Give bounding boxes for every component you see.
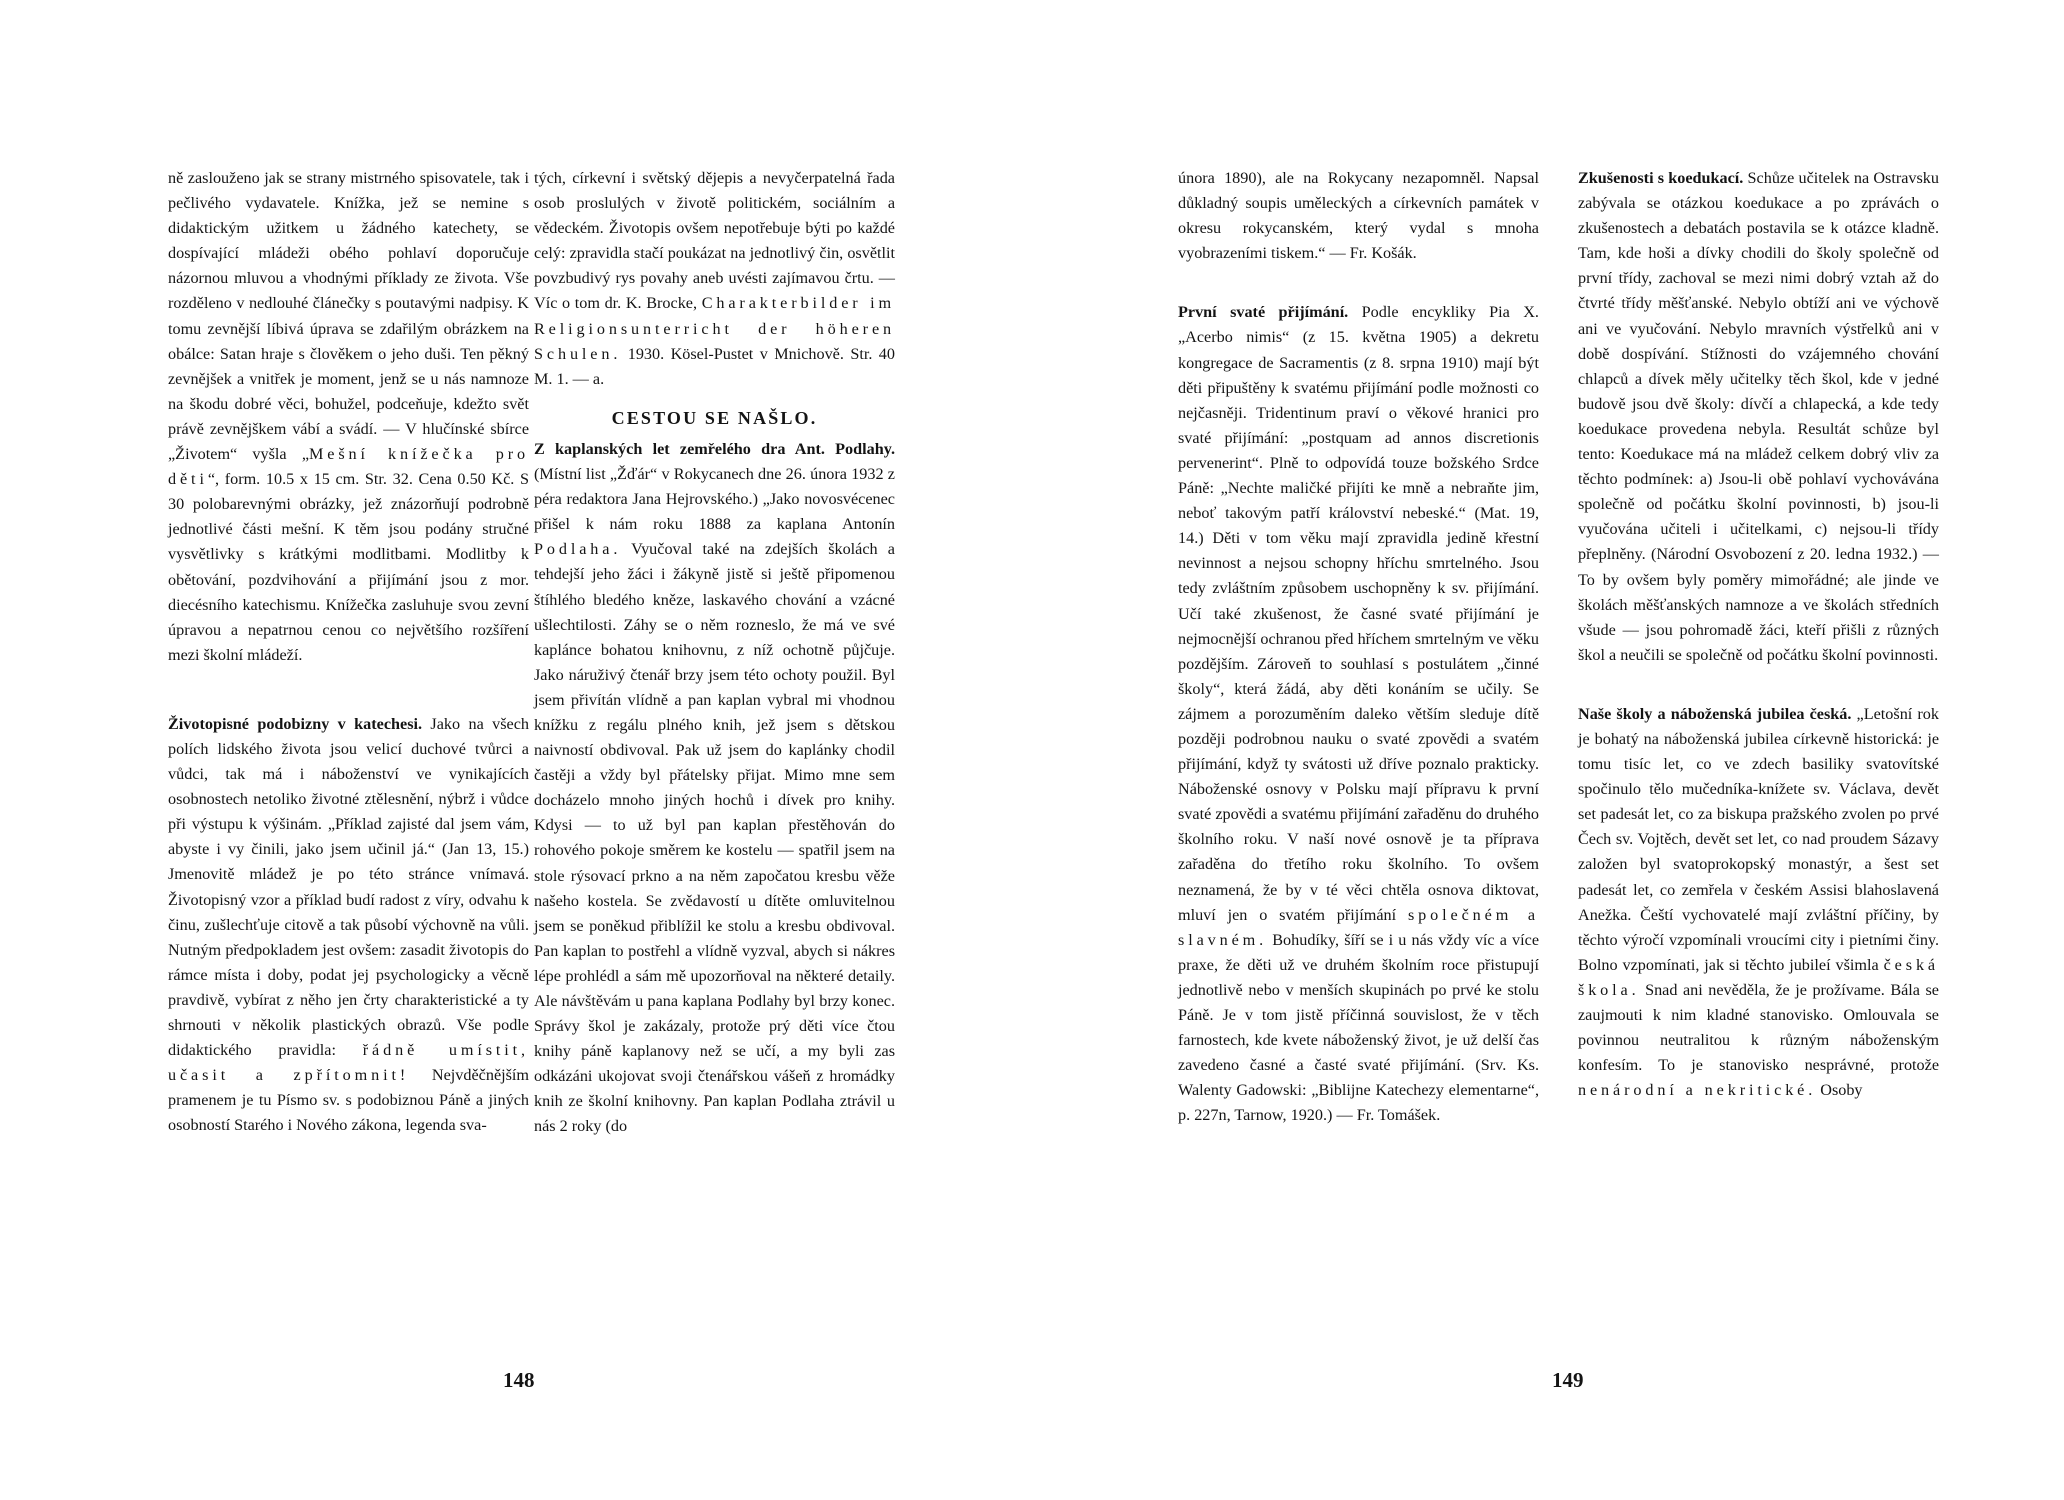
spaced-name: Podlaha. <box>534 540 622 559</box>
section-heading: Životopisné podobizny v katechesi. <box>168 714 423 733</box>
section-heading: Zkušenosti s koedukací. <box>1578 169 1744 187</box>
page-number: 148 <box>503 1368 535 1392</box>
spaced-title: Charakterbilder im Religionsunterricht der höheren Schulen. <box>534 294 895 363</box>
spaced-phrase: společném a slavném. <box>1178 905 1539 949</box>
paragraph: ně zaslouženo jak se strany mistrného spisovatele, tak i pečlivého vydavatele. Knížka, jež se nemine s didaktickým užitkem u žádného katechety, se dospívající mládeži obého pohlaví doporučuje názornou mluvou a vhodnými příklady ze života. Vše rozděleno v nedlouhé článečky s poutavými nadpisy. K tomu zevnější líbivá úprava se zdařilým obrázkem na obálce: Satan hraje s člověkem o jeho duši. Ten pěkný zevnějšek a vnitřek je moment, jenž se u nás namnoze na škodu dobré věci, bohužel, podceňuje, kdežto svět právě zevnějškem vábí a svádí. — V hlučínské sbírce „Životem“ vyšla „Mešní knížečka pro děti“, form. 10.5 x 15 cm. Str. 32. Cena 0.50 Kč. S 30 polobarevnými obrázky, jež znázorňují podrobně jednotlivé části mešní. K těm jsou podány stručné vysvětlivky s krátkými modlitbami. Modlitby k obětování, pozdvihování a přijímání jsou z mor. diecésního katechismu. Knížečka zasluhuje svou zevní úpravou a nepatrnou cenou co největšího rozšíření mezi školní mládeží. <box>168 169 529 664</box>
section-heading: Naše školy a náboženská jubilea česká. <box>1578 704 1852 723</box>
page-number: 149 <box>1552 1368 1584 1392</box>
spaced-phrase: nenárodní a nekritické. <box>1578 1081 1817 1100</box>
paragraph: První svaté přijímání. Podle encykliky Pia X. „Acerbo nimis“ (z 15. května 1905) a dekretu kongregace de Sacramentis (z 8. srpna 1910) mají být děti připuštěny k svatému přijímání podle možnosti co nejčasněji. Tridentinum praví o věkové hranici pro svaté přijímání: „postquam ad annos discretionis pervenerint“. Plně to odpovídá touze božského Srdce Páně: „Nechte maličké přijíti ke mně a nebraňte jim, neboť takovým patří království nebeské.“ (Mat. 19, 14.) Děti v tom věku mají zpravidla jedině křestní nevinnost a nejsou schopny hříchu smrtelného. Jsou tedy zvláštním způsobem uschopněny k sv. přijímání. Učí také zkušenost, že časné svaté přijímání je nejmocnější ochranou před hříchem smrtelným ve věku pozdějším. Zároveň to souhlasí s postulátem „činné školy“, která žádá, aby děti konáním se učily. Se zájmem a porozuměním daleko větším sleduje dítě později podrobnou nauku o svaté zpovědi a svatém přijímání, když ty svátosti už dříve poznalo prakticky. Náboženské osnovy v Polsku mají přípravu k první svaté zpovědi a svatému přijímání zařaděnu do druhého školního roku. V naší nové osnově je ta příprava zařaděna do třetího roku školního. To ovšem neznamená, že by v té věci chtěla osnova diktovat, mluví jen o svatém přijímání společném a slavném. Bohudíky, šíří se i u nás vždy víc a více praxe, že děti už ve druhém školním roce přistupují jednotlivě nebo v menších skupinách po prvé ke stolu Páně. Je v tom jistě příčinná souvislost, že v těch farnostech, kde kvete náboženský život, je už delší čas zavedeno časné a časté svaté přijímání. (Srv. Ks. Walenty Gadowski: „Biblijne Katechezy elementarne“, p. 227n, Tarnow, 1920.) — Fr. Tomášek. <box>1178 303 1539 1125</box>
section-title: CESTOU SE NAŠLO. <box>611 407 818 428</box>
section-heading: Z kaplanských let zemřelého dra Ant. Podlahy. <box>534 439 895 458</box>
right-page-column-1 <box>1178 166 1539 1128</box>
paragraph: února 1890), ale na Rokycany nezapomněl. Napsal důkladný soupis uměleckých a církevních památek v okresu rokycanském, který vydal s mnoha vyobrazeními tiskem.“ — Fr. Košák. <box>1178 169 1539 263</box>
paragraph: tých, církevní i světský dějepis a nevyčerpatelná řada osob proslulých v životě politickém, sociálním a vědeckém. Životopis ovšem nepotřebuje býti po každé celý: zpravidla stačí poukázat na jednotlivý čin, osvětlit povzbudivý rys povahy aneb uvésti zajímavou črtu. — Víc o tom dr. K. Brocke, Charakterbilder im Religionsunterricht der höheren Schulen. 1930. Kösel-Pustet v Mnichově. Str. 40 M. 1. — a. <box>534 169 895 388</box>
paragraph: Životopisné podobizny v katechesi. Jako na všech polích lidského života jsou velicí duchové tvůrci a vůdci, tak má i náboženství ve vynikajících osobnostech netoliko životné ztělesnění, nýbrž i vůdce při výstupu k výšinám. „Příklad zajisté dal jsem vám, abyste i vy činili, jako jsem učinil já.“ (Jan 13, 15.) Jmenovitě mládež je po této stránce vnímavá. Životopisný vzor a příklad budí radost z víry, odvahu k činu, zušlechťuje citově a tak působí výchovně na vůli. Nutným předpokladem jest ovšem: zasadit životopis do rámce místa i doby, podat jej psychologicky a věcně pravdivě, vybírat z něho jen črty charakteristické a ty shrnouti v několik plastických obrazů. Vše podle didaktického pravidla: řádně umístit, učasit a zpřítomnit! Nejvděčnějším pramenem je tu Písmo sv. s podobiznou Páně a jiných osobností Starého i Nového zákona, legenda sva- <box>168 714 530 1135</box>
paragraph: Zkušenosti s koedukací. Schůze učitelek na Ostravsku zabývala se otázkou koedukace a po zprávách o zkušenostech a debatách postavila se k otázce kladně. Tam, kde hoši a dívky chodili do školy společně od první třídy, zachoval se mezi nimi dobrý vztah až do čtvrté třídy měšťanské. Nebylo obtíží ani ve výchově ani ve vyučování. Nebylo mravních výstřelků ani v době dospívání. Stížnosti do vzájemného chování chlapců a dívek měly učitelky těch škol, kde v jedné budově jsou dvě školy: dívčí a chlapecká, a kde tedy koedukace provedena nebyla. Resultát schůze byl tento: Koedukace má na mládež celkem dobrý vliv za těchto podmínek: a) Jsou-li obě pohlaví vychovávána společně od počátku školní povinnosti, b) jsou-li vyučována učiteli i učitelkami, c) nejsou-li třídy přeplněny. (Národní Osvobození z 20. ledna 1932.) — To by ovšem byly poměry mimořádné; ale jinde ve školách měšťanských namnoze a ve školách středních všude — jsou pohromadě žáci, kteří přišli z různých škol a neučili se společně od počátku školní povinnosti. <box>1578 169 1939 664</box>
left-page-column-2 <box>534 166 895 1140</box>
paragraph: Z kaplanských let zemřelého dra Ant. Podlahy. (Místní list „Žďár“ v Rokycanech dne 26. února 1932 z péra redaktora Jana Hejrovského.) „Jako novosvécenec přišel k nám roku 1888 za kaplana Antonín Podlaha. Vyučoval také na zdejších školách a tehdejší jeho žáci i žákyně jistě si ještě připomenou štíhlého bledého kněze, laskavého chování a vzácné ušlechtilosti. Záhy se o něm rozneslo, že má ve své kaplánce bohatou knihovnu, z níž ochotně půjčuje. Jako náruživý čtenář brzy jsem této ochoty použil. Byl jsem přivítán vlídně a pan kaplan vybral mi vhodnou knížku z regálu plného knih, jež jsem s dětskou naivností obdivoval. Pak už jsem do kaplánky chodil častěji a vždy byl přátelsky přijat. Mimo mne sem docházelo mnoho jiných hochů i dívek pro knihy. Kdysi — to už byl pan kaplan přestěhován do rohového pokoje směrem ke kostelu — spatřil jsem na stole rýsovací prkno a na něm započatou kresbu věže našeho kostela. Se zvědavostí u dítěte omluvitelnou jsem se poněkud přiblížil ke stolu a kresbu obdivoval. Pan kaplan to postřehl a vlídně vyzval, abych si nákres lépe prohlédl a sám mě upozorňoval na některé detaily. Ale návštěvám u pana kaplana Podlahy byl brzy konec. Správy škol je zakázaly, protože prý děti více čtou knihy páně kaplanovy než se učí, a my byli zas odkázáni ukojovat svoji čtenářskou vášeň z hromádky knih ze školní knihovny. Pan kaplan Podlaha ztrávil u nás 2 roky (do <box>534 439 895 1136</box>
right-page-column-2 <box>1578 166 1939 1103</box>
paragraph: Naše školy a náboženská jubilea česká. „Letošní rok je bohatý na náboženská jubilea církevně historická: je tomu tisíc let, co ve zdech basiliky svatovítské spočinulo tělo mučedníka-knížete sv. Václava, devět set padesát let, co za biskupa pražského zvolen po prvé Čech sv. Vojtěch, devět set let, co nad proudem Sázavy založen byl svatoprokopský monastýr, a šest set padesát let, co zemřela v českém Assisi blahoslavená Anežka. Čeští vychovatelé mají zvláštní příčiny, by těchto výročí vzpomínali vroucími city i pietními činy. Bolno vzpomínati, jak si těchto jubileí všimla česká škola. Snad ani nevěděla, že je prožívame. Bála se zaujmouti k nim kladné stanovisko. Omlouvala se povinnou neutralitou k různým náboženským konfesím. To je stanovisko nesprávné, protože nenárodní a nekritické. Osoby <box>1578 704 1939 1100</box>
spaced-title: Mešní knížečka pro děti <box>168 445 529 489</box>
section-heading: První svaté přijímání. <box>1178 303 1349 322</box>
spaced-phrase: řádně umístit, učasit a zpřítomnit! <box>168 1041 529 1085</box>
spaced-phrase: česká škola. <box>1578 955 1939 999</box>
left-page-column-1 <box>168 166 529 1138</box>
